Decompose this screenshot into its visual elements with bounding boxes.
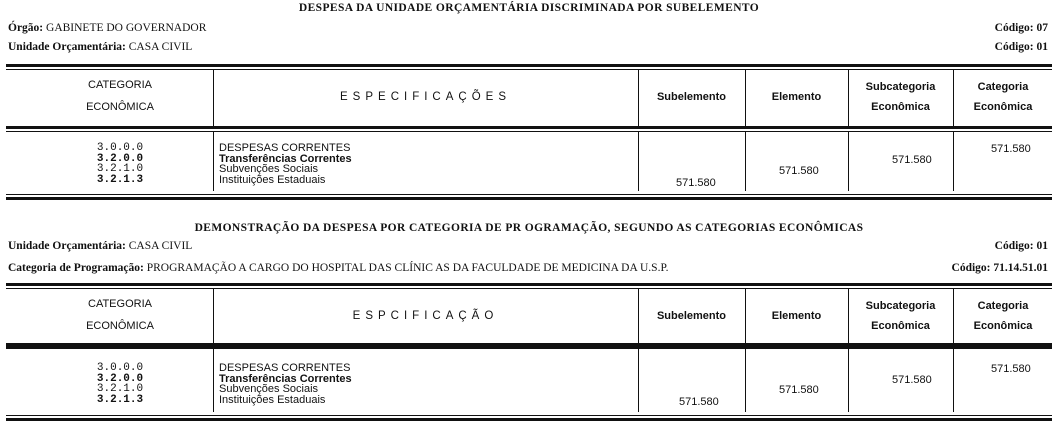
table1-header-rule	[6, 126, 1052, 129]
unidade-label: Unidade Orçamentária:	[8, 41, 126, 53]
table2-descriptions	[219, 363, 352, 405]
orgao-codigo: Código: 07	[994, 22, 1048, 34]
table2-header-rule	[6, 343, 1052, 349]
table1-top-rule-thin	[6, 69, 1052, 70]
header2-categoria-line2: ECONÔMICA	[86, 320, 154, 332]
code-item: 3.0.0.0	[96, 142, 144, 154]
orgao-value: GABINETE DO GOVERNADOR	[46, 22, 207, 34]
table2-top-rule	[6, 283, 1052, 286]
value-categoria: 571.580	[991, 143, 1031, 155]
code-item: 3.2.1.0	[96, 383, 144, 395]
unidade-line	[8, 41, 192, 53]
code-item: 3.2.0.0	[96, 152, 144, 165]
orgao-line	[8, 22, 206, 34]
section2-title: DEMONSTRAÇÃO DA DESPESA POR CATEGORIA DE PR OGRAMAÇÃO, SEGUNDO AS CATEGORIAS ECONÔMICAS	[194, 222, 864, 234]
table2-top-rule-thin	[6, 288, 1052, 289]
unidade2-line	[8, 240, 192, 252]
value2-categoria: 571.580	[991, 363, 1031, 375]
orgao-label: Órgão:	[8, 22, 44, 34]
value2-subcategoria: 571.580	[892, 374, 932, 386]
description-item: DESPESAS CORRENTES	[219, 362, 351, 374]
header-subcategoria-line2: Econômica	[871, 101, 930, 113]
table1-bottom-rule	[6, 197, 1052, 200]
header2-categoria-col-line2: Econômica	[973, 320, 1033, 332]
header-subcategoria-line1: Subcategoria	[865, 81, 936, 93]
table1-col-divider	[213, 132, 214, 191]
programacao-value: PROGRAMAÇÃO A CARGO DO HOSPITAL DAS CLÍNIC AS DA FACULDADE DE MEDICINA DA U.S.P.	[146, 262, 669, 274]
table2-bottom-rule-thin	[6, 415, 1052, 416]
programacao-line	[8, 262, 668, 274]
header2-subelemento: Subelemento	[656, 310, 727, 322]
table2-col-divider	[848, 349, 849, 412]
value-elemento: 571.580	[779, 165, 819, 177]
table1-col-divider	[745, 132, 746, 191]
description-item: Transferências Correntes	[219, 152, 352, 165]
table1-col-divider	[848, 132, 849, 191]
header-categoria-line1: CATEGORIA	[88, 79, 152, 91]
code-item: 3.2.1.3	[96, 393, 144, 406]
table1-top-rule	[6, 64, 1052, 67]
code-item: 3.2.1.3	[96, 173, 144, 186]
table1-col-divider	[953, 70, 954, 128]
value-subelemento: 571.580	[676, 177, 716, 189]
description-item: Subvenções Sociais	[219, 163, 319, 175]
description-item: DESPESAS CORRENTES	[219, 142, 351, 154]
header2-subcategoria-line1: Subcategoria	[865, 300, 936, 312]
value-subcategoria: 571.580	[892, 154, 932, 166]
table2-bottom-rule	[6, 418, 1052, 421]
section1-title: DESPESA DA UNIDADE ORÇAMENTÁRIA DISCRIMINADA POR SUBELEMENTO	[298, 2, 760, 14]
code-item: 3.0.0.0	[96, 362, 144, 374]
table2-col-divider	[953, 289, 954, 344]
table1-col-divider	[638, 132, 639, 191]
table2-codes	[80, 363, 160, 405]
description-item: Instituições Estaduais	[219, 173, 326, 186]
header2-categoria-col-line1: Categoria	[977, 300, 1029, 312]
description-item: Transferências Correntes	[219, 372, 352, 385]
table1-col-divider	[953, 132, 954, 191]
description-item: Subvenções Sociais	[219, 383, 319, 395]
header2-categoria-line1: CATEGORIA	[88, 298, 152, 310]
code-item: 3.2.1.0	[96, 163, 144, 175]
unidade2-value: CASA CIVIL	[128, 240, 193, 252]
header-elemento: Elemento	[771, 91, 822, 103]
table1-header-rule-thin	[6, 131, 1052, 132]
unidade2-codigo: Código: 01	[994, 240, 1048, 252]
unidade-codigo: Código: 01	[994, 41, 1048, 53]
table1-col-divider	[848, 70, 849, 128]
header-especificacoes: ESPECIFICAÇÕES	[340, 91, 511, 103]
table1-bottom-rule-thin	[6, 194, 1052, 195]
unidade2-label: Unidade Orçamentária:	[8, 240, 126, 252]
header-categoria-line2: ECONÔMICA	[86, 101, 154, 113]
header-subelemento: Subelemento	[656, 91, 727, 103]
programacao-label: Categoria de Programação:	[8, 262, 144, 274]
table1-descriptions	[219, 143, 352, 185]
table1-codes	[80, 143, 160, 185]
unidade-value: CASA CIVIL	[128, 41, 193, 53]
header2-subcategoria-line2: Econômica	[871, 320, 930, 332]
description-item: Instituições Estaduais	[219, 393, 326, 406]
header2-especificacao: ESPCIFICAÇÃO	[352, 310, 499, 322]
table2-col-divider	[213, 349, 214, 412]
table2-col-divider	[745, 349, 746, 412]
header2-elemento: Elemento	[771, 310, 822, 322]
programacao-codigo: Código: 71.14.51.01	[951, 262, 1048, 274]
code-item: 3.2.0.0	[96, 372, 144, 385]
table2-col-divider	[638, 349, 639, 412]
table2-col-divider	[848, 289, 849, 344]
value2-subelemento: 571.580	[679, 396, 719, 408]
header-categoria-col-line1: Categoria	[977, 81, 1029, 93]
value2-elemento: 571.580	[779, 384, 819, 396]
table2-col-divider	[953, 349, 954, 412]
header-categoria-col-line2: Econômica	[973, 101, 1033, 113]
